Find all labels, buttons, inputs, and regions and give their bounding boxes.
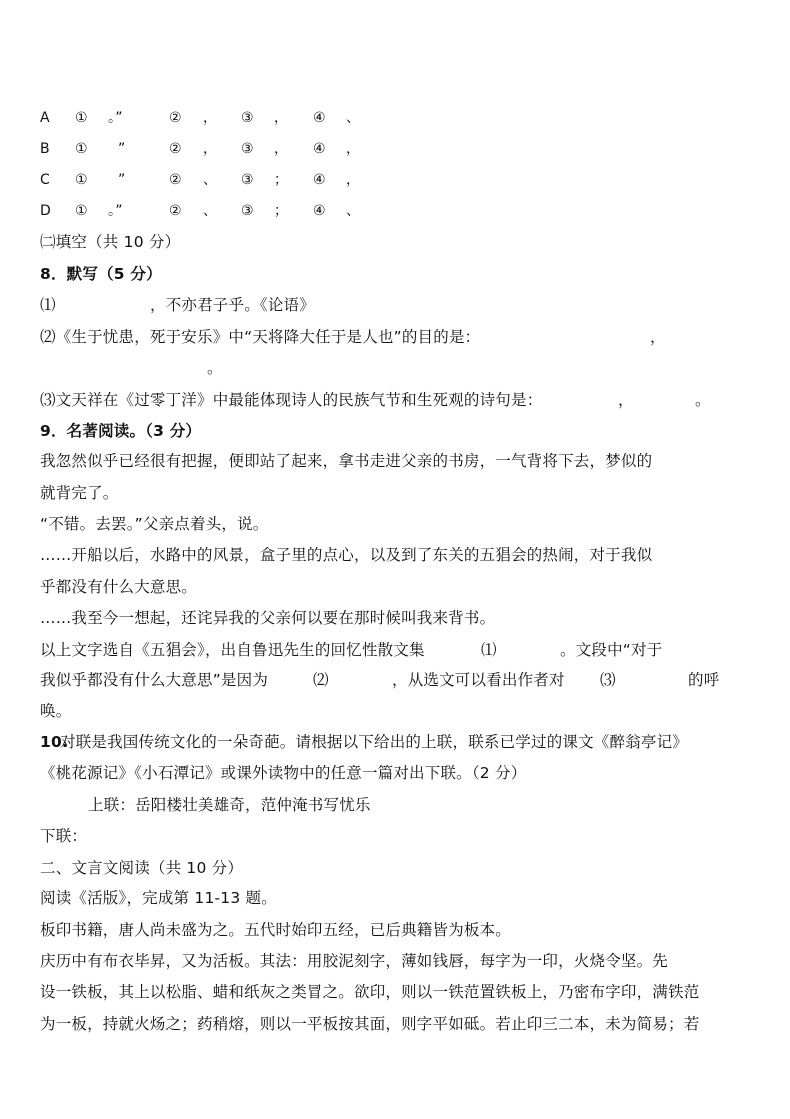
passage-line: ……开船以后，水路中的风景，盒子里的点心，以及到了东关的五猖会的热闹，对于我似 xyxy=(40,546,653,564)
classical-text-line: 板印书籍，唐人尚未盛为之。五代时始印五经，已后典籍皆为板本。 xyxy=(40,921,512,939)
question-8-item-3 xyxy=(40,390,760,410)
circle-number: ① xyxy=(75,141,88,157)
question-number: 10. xyxy=(40,733,69,751)
blank-marker: ⑶ xyxy=(600,671,616,689)
circle-number: ① xyxy=(75,203,88,219)
couplet-lower: 下联： xyxy=(40,827,88,845)
punctuation: 。” xyxy=(108,110,123,126)
prompt-text: 我似乎都没有什么大意思”是因为 xyxy=(40,671,269,689)
blank-comma: ， xyxy=(618,391,634,409)
circle-number: ② xyxy=(169,110,182,126)
classical-text-line: 庆历中有布衣毕昇，又为活板。其法：用胶泥刻字，薄如钱唇，每字为一印，火烧令坚。先 xyxy=(40,952,669,970)
blank-period: 。 xyxy=(695,391,711,409)
question-text: 对联是我国传统文化的一朵奇葩。请根据以下给出的上联，联系已学过的课文《醉翁亭记》 xyxy=(60,733,689,751)
classical-text-line: 设一铁板，其上以松脂、蜡和纸灰之类冒之。欲印，则以一铁范置铁板上，乃密布字印，满铁范 xyxy=(40,983,700,1001)
circle-number: ② xyxy=(169,141,182,157)
item-text: ，不亦君子乎。《论语》 xyxy=(150,296,315,314)
passage-line: 乎都没有什么大意思。 xyxy=(40,578,198,596)
prompt-text: 的呼 xyxy=(688,671,720,689)
punctuation: ， xyxy=(274,110,289,126)
punctuation: ， xyxy=(203,141,218,157)
punctuation: ； xyxy=(274,172,289,188)
circle-number: ③ xyxy=(241,172,254,188)
punctuation: 、 xyxy=(203,172,218,188)
circle-number: ③ xyxy=(241,110,254,126)
circle-number: ① xyxy=(75,110,88,126)
blank-period: 。 xyxy=(207,359,223,377)
punctuation: ” xyxy=(118,141,126,157)
punctuation: 、 xyxy=(346,110,361,126)
question-10-line-1 xyxy=(40,732,760,752)
punctuation: 、 xyxy=(346,203,361,219)
punctuation: ， xyxy=(274,141,289,157)
punctuation: ； xyxy=(274,203,289,219)
punctuation: ， xyxy=(203,110,218,126)
section-instruction: 阅读《活版》，完成第 11-13 题。 xyxy=(40,889,277,907)
punctuation: ， xyxy=(346,172,361,188)
section-heading-classical: 二、文言文阅读（共 10 分） xyxy=(40,859,244,877)
prompt-text: 以上文字选自《五猖会》，出自鲁迅先生的回忆性散文集 xyxy=(40,641,425,659)
section-heading-fill: ㈡填空（共 10 分） xyxy=(40,233,181,251)
question-9-prompt-line-1 xyxy=(40,640,740,660)
option-letter: A xyxy=(40,110,50,126)
item-text: ⑶文天祥在《过零丁洋》中最能体现诗人的民族气节和生死观的诗句是： xyxy=(40,391,543,409)
punctuation: 。” xyxy=(108,203,123,219)
circle-number: ④ xyxy=(313,203,326,219)
item-text: ⑵《生于忧患，死于安乐》中“天将降大任于是人也”的目的是： xyxy=(40,328,481,346)
question-9-title: 9．名著阅读。（3 分） xyxy=(40,422,202,440)
classical-text-line: 为一板，持就火炀之；药稍熔，则以一平板按其面，则字平如砥。若止印三二本，未为简易；若 xyxy=(40,1015,700,1033)
circle-number: ② xyxy=(169,172,182,188)
circle-number: ③ xyxy=(241,203,254,219)
circle-number: ④ xyxy=(313,141,326,157)
punctuation: 、 xyxy=(203,203,218,219)
passage-line: 我忽然似乎已经很有把握，便即站了起来，拿书走进父亲的书房，一气背将下去，梦似的 xyxy=(40,452,653,470)
circle-number: ④ xyxy=(313,110,326,126)
couplet-upper: 上联：岳阳楼壮美雄奇，范仲淹书写忧乐 xyxy=(88,796,371,814)
circle-number: ④ xyxy=(313,172,326,188)
option-letter: C xyxy=(40,172,50,188)
question-8-item-2 xyxy=(40,327,740,347)
prompt-text: 唤。 xyxy=(40,702,72,720)
passage-line: “不错。去罢。”父亲点着头，说。 xyxy=(40,515,269,533)
option-letter: D xyxy=(40,203,51,219)
circle-number: ② xyxy=(169,203,182,219)
question-8-title: 8．默写（5 分） xyxy=(40,265,162,283)
passage-line: ……我至今一想起，还诧异我的父亲何以要在那时候叫我来背书。 xyxy=(40,609,496,627)
question-9-prompt-line-2 xyxy=(40,670,760,690)
question-8-item-1 xyxy=(40,295,740,315)
blank-comma: ， xyxy=(650,328,666,346)
prompt-text: ，从选文可以看出作者对 xyxy=(392,671,565,689)
blank-marker: ⑵ xyxy=(313,671,329,689)
item-number: ⑴ xyxy=(40,296,56,314)
option-letter: B xyxy=(40,141,50,157)
passage-line: 就背完了。 xyxy=(40,484,119,502)
blank-marker: ⑴ xyxy=(481,641,497,659)
punctuation: ， xyxy=(346,141,361,157)
punctuation: ” xyxy=(118,172,126,188)
prompt-text: 。文段中“对于 xyxy=(560,641,663,659)
circle-number: ① xyxy=(75,172,88,188)
circle-number: ③ xyxy=(241,141,254,157)
question-10-line-2: 《桃花源记》《小石潭记》或课外读物中的任意一篇对出下联。（2 分） xyxy=(40,764,527,782)
